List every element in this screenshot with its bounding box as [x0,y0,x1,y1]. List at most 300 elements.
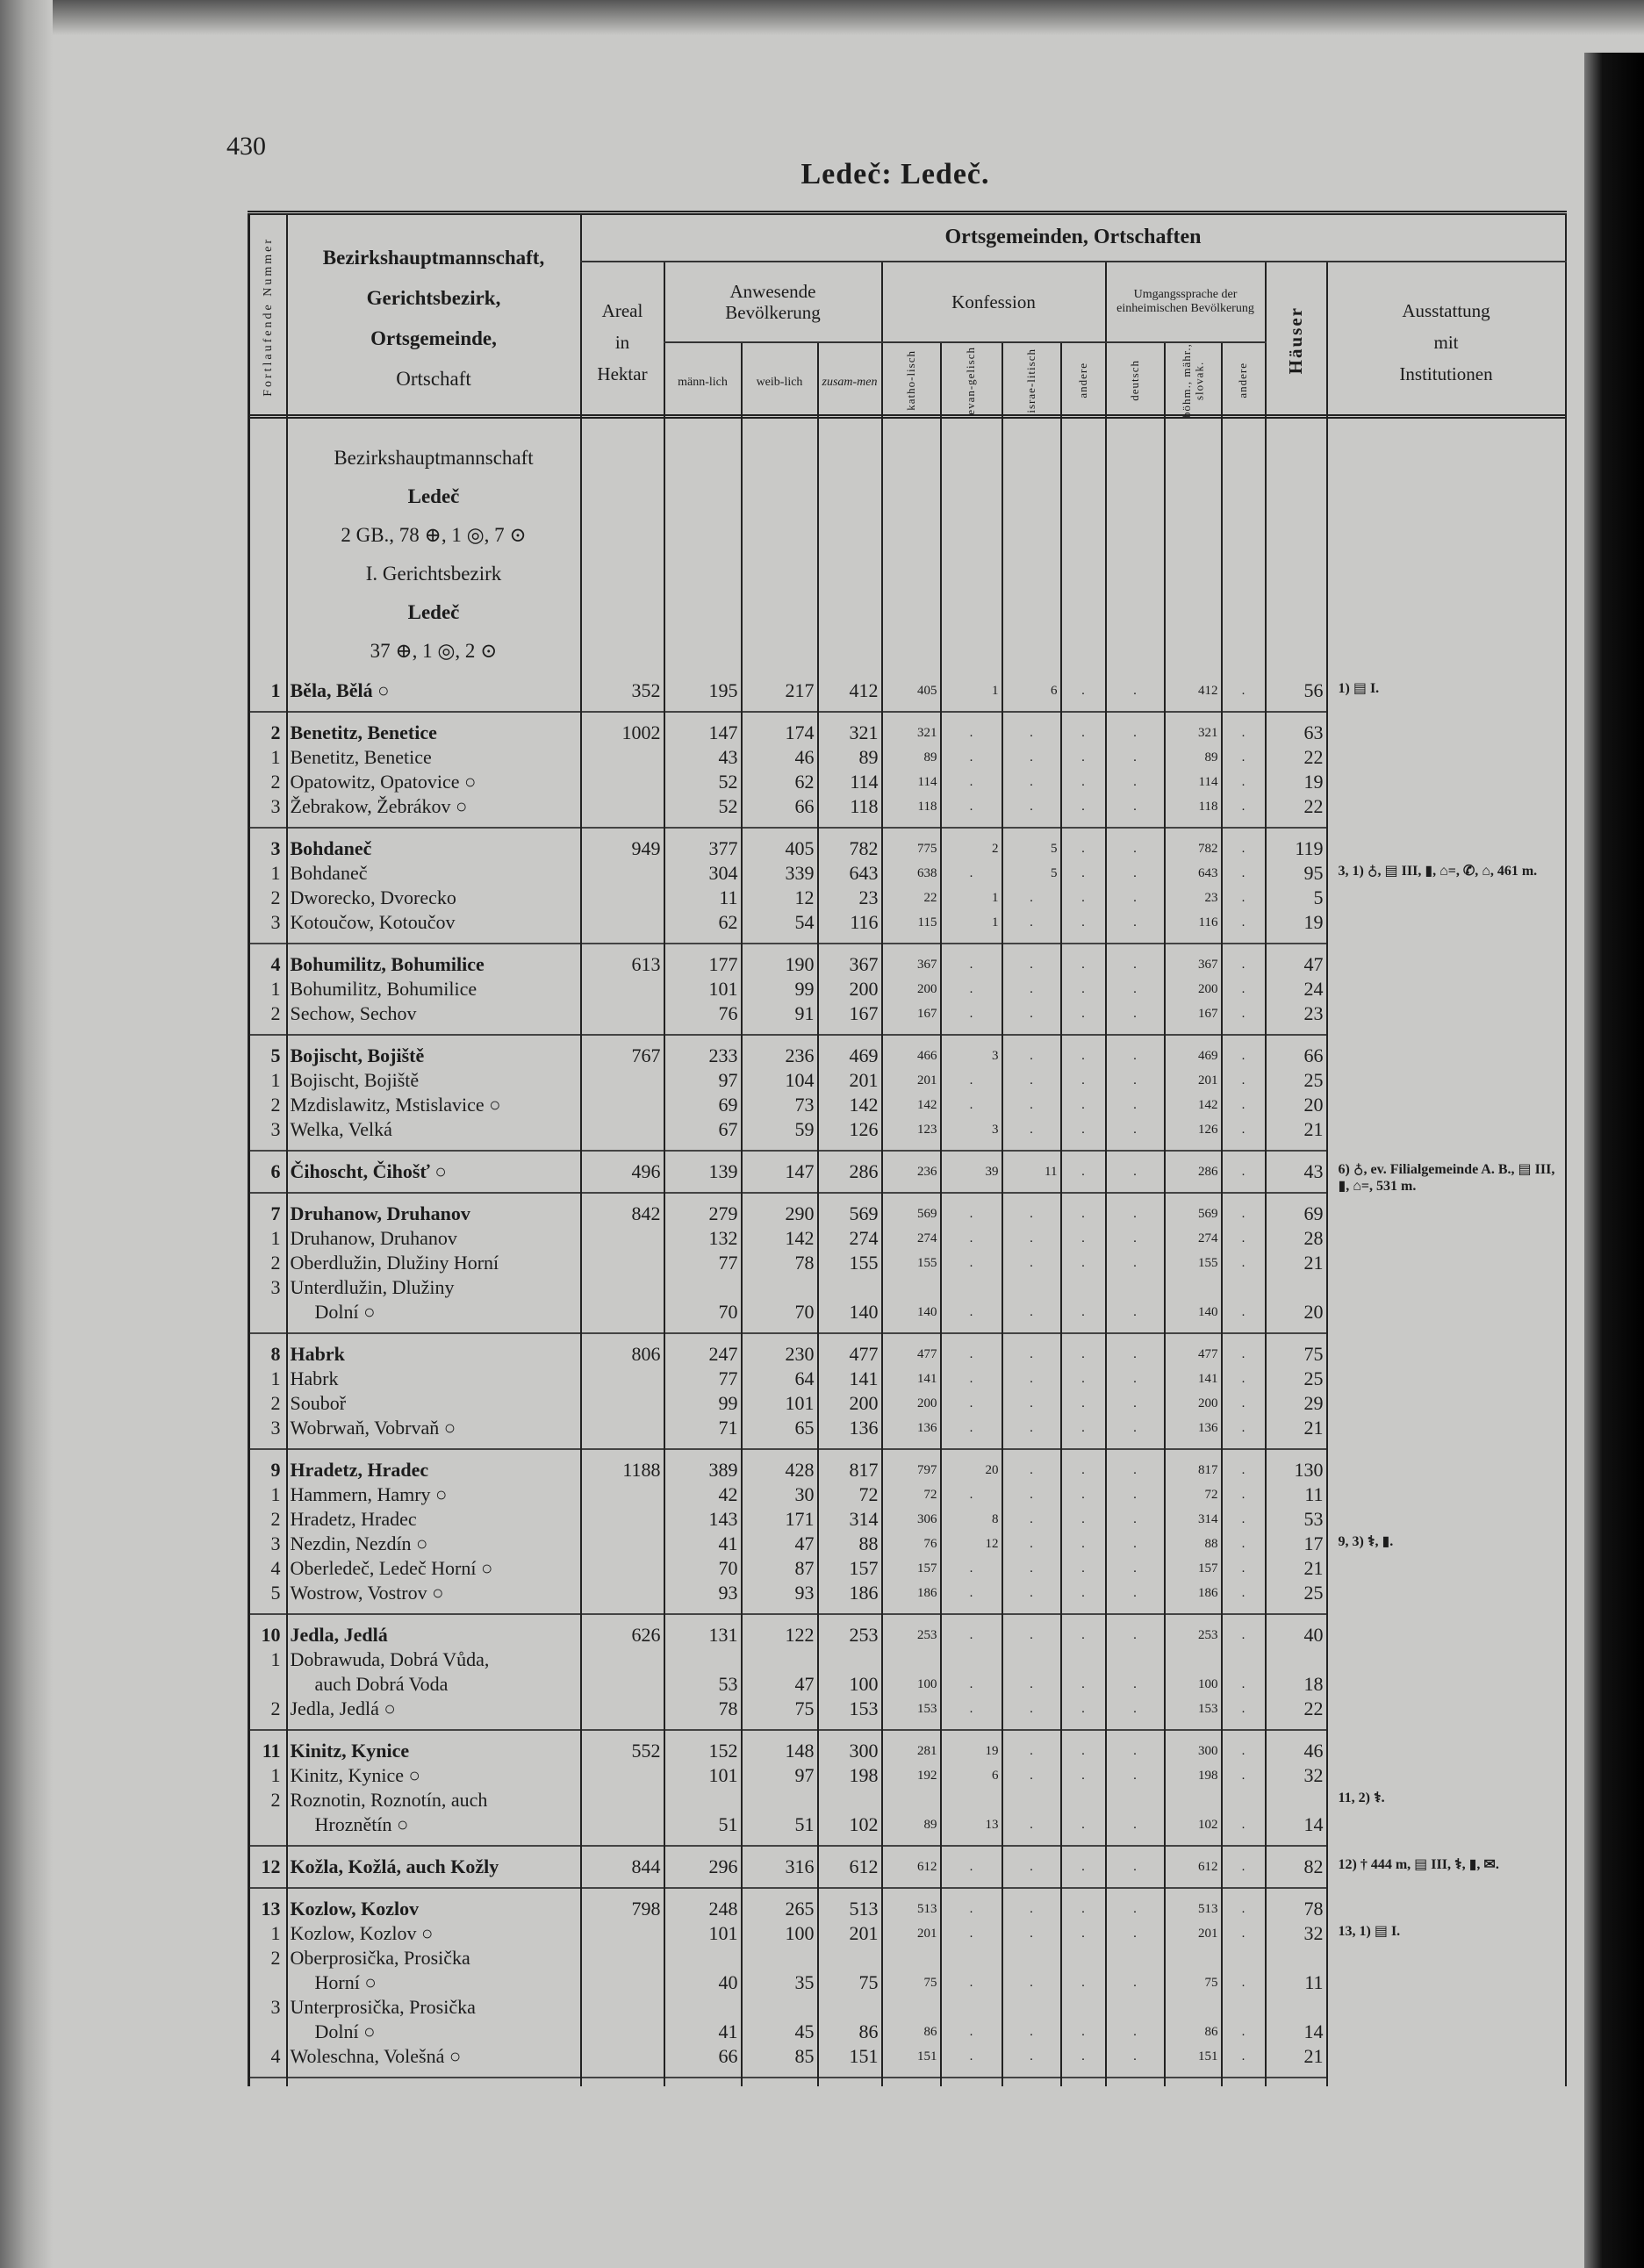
ortschaft-row [249,1416,1566,1440]
separator-cell [1327,935,1566,952]
cell-zusammen: 201 [818,1921,882,1946]
cell-boehmisch: 367 [1165,952,1222,977]
separator-cell [882,1026,941,1044]
place-name [287,1482,581,1507]
ortschaft-row [249,1068,1566,1093]
separator-cell [1327,703,1566,721]
cell-andere-sprache: . [1222,910,1266,935]
place-name-line: Bohumilitz, Bohumilice [290,978,477,1000]
ortschaft-row [249,861,1566,886]
separator-cell [1061,2069,1106,2086]
cell-deutsch: . [1106,910,1165,935]
cell-zusammen: 140 [818,1275,882,1324]
cell-areal [581,1697,664,1721]
cell-evangelisch: . [941,745,1002,770]
cell-haeuser: 25 [1266,1581,1327,1605]
separator-cell [1106,1837,1165,1855]
place-name [287,1367,581,1391]
row-number: 8 [249,1342,287,1367]
empty-cell [818,417,882,679]
cell-andere-sprache: . [1222,1068,1266,1093]
cell-maennlich: 304 [664,861,742,886]
district-intro-row [249,417,1566,679]
cell-haeuser: 17 [1266,1532,1327,1556]
cell-evangelisch: 1 [941,886,1002,910]
header-weiblich: weib-lich [742,342,818,423]
cell-haeuser: 75 [1266,1342,1327,1367]
ortschaft-row [249,1788,1566,1837]
group-separator [249,1605,1566,1623]
row-number: 1 [249,977,287,1001]
place-name [287,1507,581,1532]
separator-cell [1002,1721,1061,1739]
header-areal [581,262,664,423]
cell-areal [581,1275,664,1324]
cell-katholisch: 167 [882,1001,941,1026]
cell-evangelisch: 3 [941,1117,1002,1142]
cell-andere-sprache: . [1222,1581,1266,1605]
group-separator [249,1440,1566,1458]
place-name-line: Oberledeč, Ledeč Horní ○ [290,1557,493,1579]
separator-cell [742,1026,818,1044]
group-separator [249,1879,1566,1897]
cell-israelitisch: . [1002,1855,1061,1879]
cell-boehmisch: 102 [1165,1788,1222,1837]
place-name-line: Druhanow, Druhanov [290,1227,457,1249]
cell-haeuser: 69 [1266,1202,1327,1226]
cell-boehmisch: 300 [1165,1739,1222,1763]
cell-weiblich: 100 [742,1921,818,1946]
place-name [287,1391,581,1416]
cell-boehmisch: 100 [1165,1647,1222,1697]
cell-andere-sprache: . [1222,1159,1266,1184]
cell-evangelisch: . [941,1202,1002,1226]
separator-cell [581,819,664,836]
cell-andere-sprache: . [1222,721,1266,745]
cell-zusammen: 142 [818,1093,882,1117]
cell-andere-sprache: . [1222,1275,1266,1324]
cell-andere-sprache: . [1222,1921,1266,1946]
cell-israelitisch: . [1002,1921,1061,1946]
header-israelitisch: israe-litisch [1002,342,1061,423]
place-name [287,1275,581,1324]
group-separator [249,935,1566,952]
cell-weiblich: 73 [742,1093,818,1117]
cell-andere-konfession: . [1061,1855,1106,1879]
cell-andere-konfession: . [1061,721,1106,745]
ortschaft-row [249,1581,1566,1605]
ausstattung-note: 6) ♁, ev. Filialgemeinde A. B., ▤ III, ▮, ⌂=, 531 m. [1338,1162,1555,1194]
cell-israelitisch: . [1002,1532,1061,1556]
cell-deutsch: . [1106,1391,1165,1416]
empty-cell [1266,417,1327,679]
cell-areal [581,1226,664,1251]
place-name-line: Unterprosička, Prosička [290,1996,476,2018]
cell-zusammen: 100 [818,1647,882,1697]
cell-andere-konfession: . [1061,1458,1106,1482]
separator-cell [1222,1184,1266,1202]
cell-maennlich: 52 [664,794,742,819]
place-name-line: Nezdin, Nezdín ○ [290,1532,428,1554]
cell-maennlich: 76 [664,1001,742,1026]
ortschaft-row [249,1763,1566,1788]
separator-cell [1266,1026,1327,1044]
cell-deutsch: . [1106,1367,1165,1391]
cell-andere-konfession: . [1061,745,1106,770]
place-name [287,1697,581,1721]
separator-cell [249,1184,287,1202]
cell-deutsch: . [1106,794,1165,819]
cell-evangelisch: 1 [941,678,1002,703]
cell-andere-konfession: . [1061,861,1106,886]
cell-boehmisch: 157 [1165,1556,1222,1581]
cell-areal [581,1117,664,1142]
separator-cell [1106,2069,1165,2086]
gemeinde-row [249,721,1566,745]
cell-katholisch: 151 [882,2044,941,2069]
cell-deutsch: . [1106,1921,1165,1946]
cell-areal [581,1556,664,1581]
header-fortlaufende-nummer: Fortlaufende Nummer [249,213,287,423]
cell-katholisch: 141 [882,1367,941,1391]
cell-maennlich: 51 [664,1788,742,1837]
cell-boehmisch: 469 [1165,1044,1222,1068]
cell-deutsch: . [1106,1068,1165,1093]
cell-katholisch: 114 [882,770,941,794]
header-deutsch: deutsch [1106,342,1165,423]
cell-boehmisch: 142 [1165,1093,1222,1117]
cell-andere-konfession: . [1061,1763,1106,1788]
place-name-line: Kinitz, Kynice ○ [290,1764,420,1786]
separator-cell [742,1142,818,1159]
separator-cell [1266,1440,1327,1458]
gemeinde-row [249,836,1566,861]
ausstattung-cell [1327,1921,1566,1946]
cell-haeuser: 20 [1266,1093,1327,1117]
cell-evangelisch: . [941,1897,1002,1921]
ortschaft-row [249,1647,1566,1697]
header-name-line: Ortschaft [396,368,471,391]
separator-cell [742,1837,818,1855]
cell-evangelisch: 20 [941,1458,1002,1482]
cell-katholisch: 200 [882,1391,941,1416]
separator-cell [1165,1184,1222,1202]
cell-israelitisch: . [1002,1581,1061,1605]
place-name-line: Opatowitz, Opatovice ○ [290,771,477,793]
cell-katholisch: 236 [882,1159,941,1184]
cell-haeuser: 43 [1266,1159,1327,1184]
ortschaft-row [249,1093,1566,1117]
cell-zusammen: 200 [818,977,882,1001]
separator-cell [664,1440,742,1458]
cell-katholisch: 155 [882,1251,941,1275]
separator-cell [1327,1605,1566,1623]
cell-areal [581,1068,664,1093]
cell-areal [581,1788,664,1837]
place-name-line: Benetitz, Benetice [290,721,437,743]
cell-andere-konfession: . [1061,1416,1106,1440]
cell-andere-sprache: . [1222,1202,1266,1226]
separator-cell [1002,1605,1061,1623]
empty-cell [1165,417,1222,679]
cell-katholisch: 306 [882,1507,941,1532]
cell-maennlich: 77 [664,1367,742,1391]
cell-deutsch: . [1106,1897,1165,1921]
cell-deutsch: . [1106,1697,1165,1721]
row-number: 6 [249,1159,287,1184]
separator-cell [581,703,664,721]
ausstattung-note: 9, 3) ⚕, ▮. [1338,1534,1394,1549]
ausstattung-cell [1327,1367,1566,1391]
cell-weiblich: 339 [742,861,818,886]
cell-weiblich: 190 [742,952,818,977]
ausstattung-cell [1327,1581,1566,1605]
cell-israelitisch: . [1002,1068,1061,1093]
cell-deutsch: . [1106,1507,1165,1532]
cell-andere-konfession: . [1061,1391,1106,1416]
place-name [287,1946,581,1995]
cell-katholisch: 321 [882,721,941,745]
cell-israelitisch: 6 [1002,678,1061,703]
separator-cell [1327,1721,1566,1739]
empty-cell [1061,417,1106,679]
row-number: 7 [249,1202,287,1226]
cell-andere-konfession: . [1061,910,1106,935]
cell-deutsch: . [1106,861,1165,886]
cell-zusammen: 200 [818,1391,882,1416]
cell-katholisch: 153 [882,1697,941,1721]
cell-zusammen: 274 [818,1226,882,1251]
place-name-line: Welka, Velká [290,1118,392,1140]
cell-andere-sprache: . [1222,678,1266,703]
row-number: 1 [249,1068,287,1093]
empty-cell [1327,417,1566,679]
cell-weiblich: 174 [742,721,818,745]
cell-katholisch: 186 [882,1581,941,1605]
place-name [287,1159,581,1184]
place-name-line: Woleschna, Volešná ○ [290,2045,462,2067]
cell-andere-konfession: . [1061,1117,1106,1142]
separator-cell [664,1026,742,1044]
separator-cell [1222,1026,1266,1044]
cell-katholisch: 72 [882,1482,941,1507]
cell-israelitisch: . [1002,794,1061,819]
ortschaft-row [249,1251,1566,1275]
cell-weiblich: 217 [742,678,818,703]
row-number: 1 [249,1921,287,1946]
cell-zusammen: 513 [818,1897,882,1921]
cell-maennlich: 152 [664,1739,742,1763]
cell-haeuser: 29 [1266,1391,1327,1416]
separator-cell [1061,1142,1106,1159]
cell-evangelisch: . [941,861,1002,886]
cell-deutsch: . [1106,1275,1165,1324]
cell-andere-konfession: . [1061,1202,1106,1226]
separator-cell [742,2069,818,2086]
separator-cell [882,1184,941,1202]
cell-areal: 798 [581,1897,664,1921]
separator-cell [882,1142,941,1159]
cell-boehmisch: 88 [1165,1532,1222,1556]
cell-haeuser: 78 [1266,1897,1327,1921]
cell-areal [581,1507,664,1532]
cell-katholisch: 157 [882,1556,941,1581]
place-name [287,1342,581,1367]
separator-cell [941,1879,1002,1897]
cell-weiblich: 265 [742,1897,818,1921]
cell-weiblich: 78 [742,1251,818,1275]
separator-cell [1327,1184,1566,1202]
cell-zusammen: 817 [818,1458,882,1482]
place-name-line: Hroznětín ○ [314,1813,409,1835]
cell-zusammen: 167 [818,1001,882,1026]
cell-evangelisch: . [941,1697,1002,1721]
row-number: 3 [249,1995,287,2044]
row-number: 1 [249,1226,287,1251]
gemeinde-row [249,1623,1566,1647]
place-name [287,1763,581,1788]
separator-cell [1266,1142,1327,1159]
cell-andere-sprache: . [1222,1391,1266,1416]
cell-andere-konfession: . [1061,1093,1106,1117]
cell-andere-sprache: . [1222,1532,1266,1556]
cell-zusammen: 126 [818,1117,882,1142]
cell-maennlich: 139 [664,1159,742,1184]
cell-haeuser: 22 [1266,745,1327,770]
cell-katholisch: 22 [882,886,941,910]
cell-evangelisch: . [941,1995,1002,2044]
separator-cell [1061,703,1106,721]
cell-maennlich: 43 [664,745,742,770]
cell-andere-konfession: . [1061,770,1106,794]
separator-cell [249,1605,287,1623]
cell-deutsch: . [1106,1739,1165,1763]
cell-weiblich: 405 [742,836,818,861]
separator-cell [664,703,742,721]
cell-boehmisch: 412 [1165,678,1222,703]
header-konfession: Konfession [882,262,1106,342]
cell-haeuser: 19 [1266,770,1327,794]
separator-cell [1106,703,1165,721]
cell-weiblich: 171 [742,1507,818,1532]
gemeinde-row [249,678,1566,703]
ausstattung-cell [1327,1556,1566,1581]
separator-cell [1222,2069,1266,2086]
separator-cell [1002,2069,1061,2086]
separator-cell [664,1184,742,1202]
row-number: 11 [249,1739,287,1763]
ortschaft-row [249,910,1566,935]
cell-deutsch: . [1106,836,1165,861]
cell-zusammen: 321 [818,721,882,745]
district-intro [287,417,581,679]
cell-areal: 949 [581,836,664,861]
separator-cell [1266,1879,1327,1897]
separator-cell [1061,935,1106,952]
separator-cell [1002,1879,1061,1897]
separator-cell [941,1721,1002,1739]
place-name [287,1788,581,1837]
cell-areal [581,1995,664,2044]
cell-deutsch: . [1106,1581,1165,1605]
ausstattung-cell [1327,770,1566,794]
cell-evangelisch: . [941,1342,1002,1367]
group-separator [249,819,1566,836]
place-name-line: Roznotin, Roznotín, auch [290,1789,488,1811]
cell-evangelisch: 2 [941,836,1002,861]
cell-andere-sprache: . [1222,1855,1266,1879]
cell-katholisch: 797 [882,1458,941,1482]
separator-cell [742,1184,818,1202]
header-name-line: Gerichtsbezirk, [366,287,501,310]
cell-katholisch: 201 [882,1068,941,1093]
ausstattung-cell [1327,1946,1566,1995]
separator-cell [287,1026,581,1044]
cell-maennlich: 147 [664,721,742,745]
cell-deutsch: . [1106,1556,1165,1581]
row-number: 3 [249,836,287,861]
cell-boehmisch: 116 [1165,910,1222,935]
row-number: 10 [249,1623,287,1647]
cell-andere-sprache: . [1222,1416,1266,1440]
ortschaft-row [249,770,1566,794]
separator-cell [1327,1026,1566,1044]
cell-katholisch: 281 [882,1739,941,1763]
ortschaft-row [249,794,1566,819]
separator-cell [1061,1440,1106,1458]
cell-maennlich: 42 [664,1482,742,1507]
cell-areal: 1002 [581,721,664,745]
separator-cell [1222,1879,1266,1897]
table-header [248,211,1567,423]
row-number: 2 [249,1697,287,1721]
ausstattung-cell [1327,1697,1566,1721]
cell-maennlich: 101 [664,1763,742,1788]
cell-andere-sprache: . [1222,745,1266,770]
row-number: 5 [249,1044,287,1068]
separator-cell [581,1440,664,1458]
cell-zusammen: 469 [818,1044,882,1068]
separator-cell [1327,819,1566,836]
place-name-line: Hradetz, Hradec [290,1508,417,1530]
separator-cell [818,819,882,836]
cell-weiblich: 64 [742,1367,818,1391]
place-name-line: Oberprosička, Prosička [290,1947,470,1969]
row-number: 4 [249,952,287,977]
header-anwesende: Anwesende Bevölkerung [664,262,882,342]
cell-israelitisch: . [1002,886,1061,910]
cell-andere-konfession: . [1061,1739,1106,1763]
cell-evangelisch: . [941,1556,1002,1581]
separator-cell [941,2069,1002,2086]
separator-cell [249,1721,287,1739]
cell-andere-sprache: . [1222,1739,1266,1763]
place-name-line: Sechow, Sechov [290,1002,417,1024]
separator-cell [1165,1879,1222,1897]
cell-boehmisch: 477 [1165,1342,1222,1367]
separator-cell [1327,1324,1566,1342]
separator-cell [1222,819,1266,836]
cell-deutsch: . [1106,1458,1165,1482]
cell-katholisch: 477 [882,1342,941,1367]
cell-andere-konfession: . [1061,1581,1106,1605]
cell-maennlich: 143 [664,1507,742,1532]
cell-andere-konfession: . [1061,1226,1106,1251]
separator-cell [818,1837,882,1855]
empty-cell [249,417,287,679]
separator-cell [664,1721,742,1739]
cell-israelitisch: . [1002,952,1061,977]
